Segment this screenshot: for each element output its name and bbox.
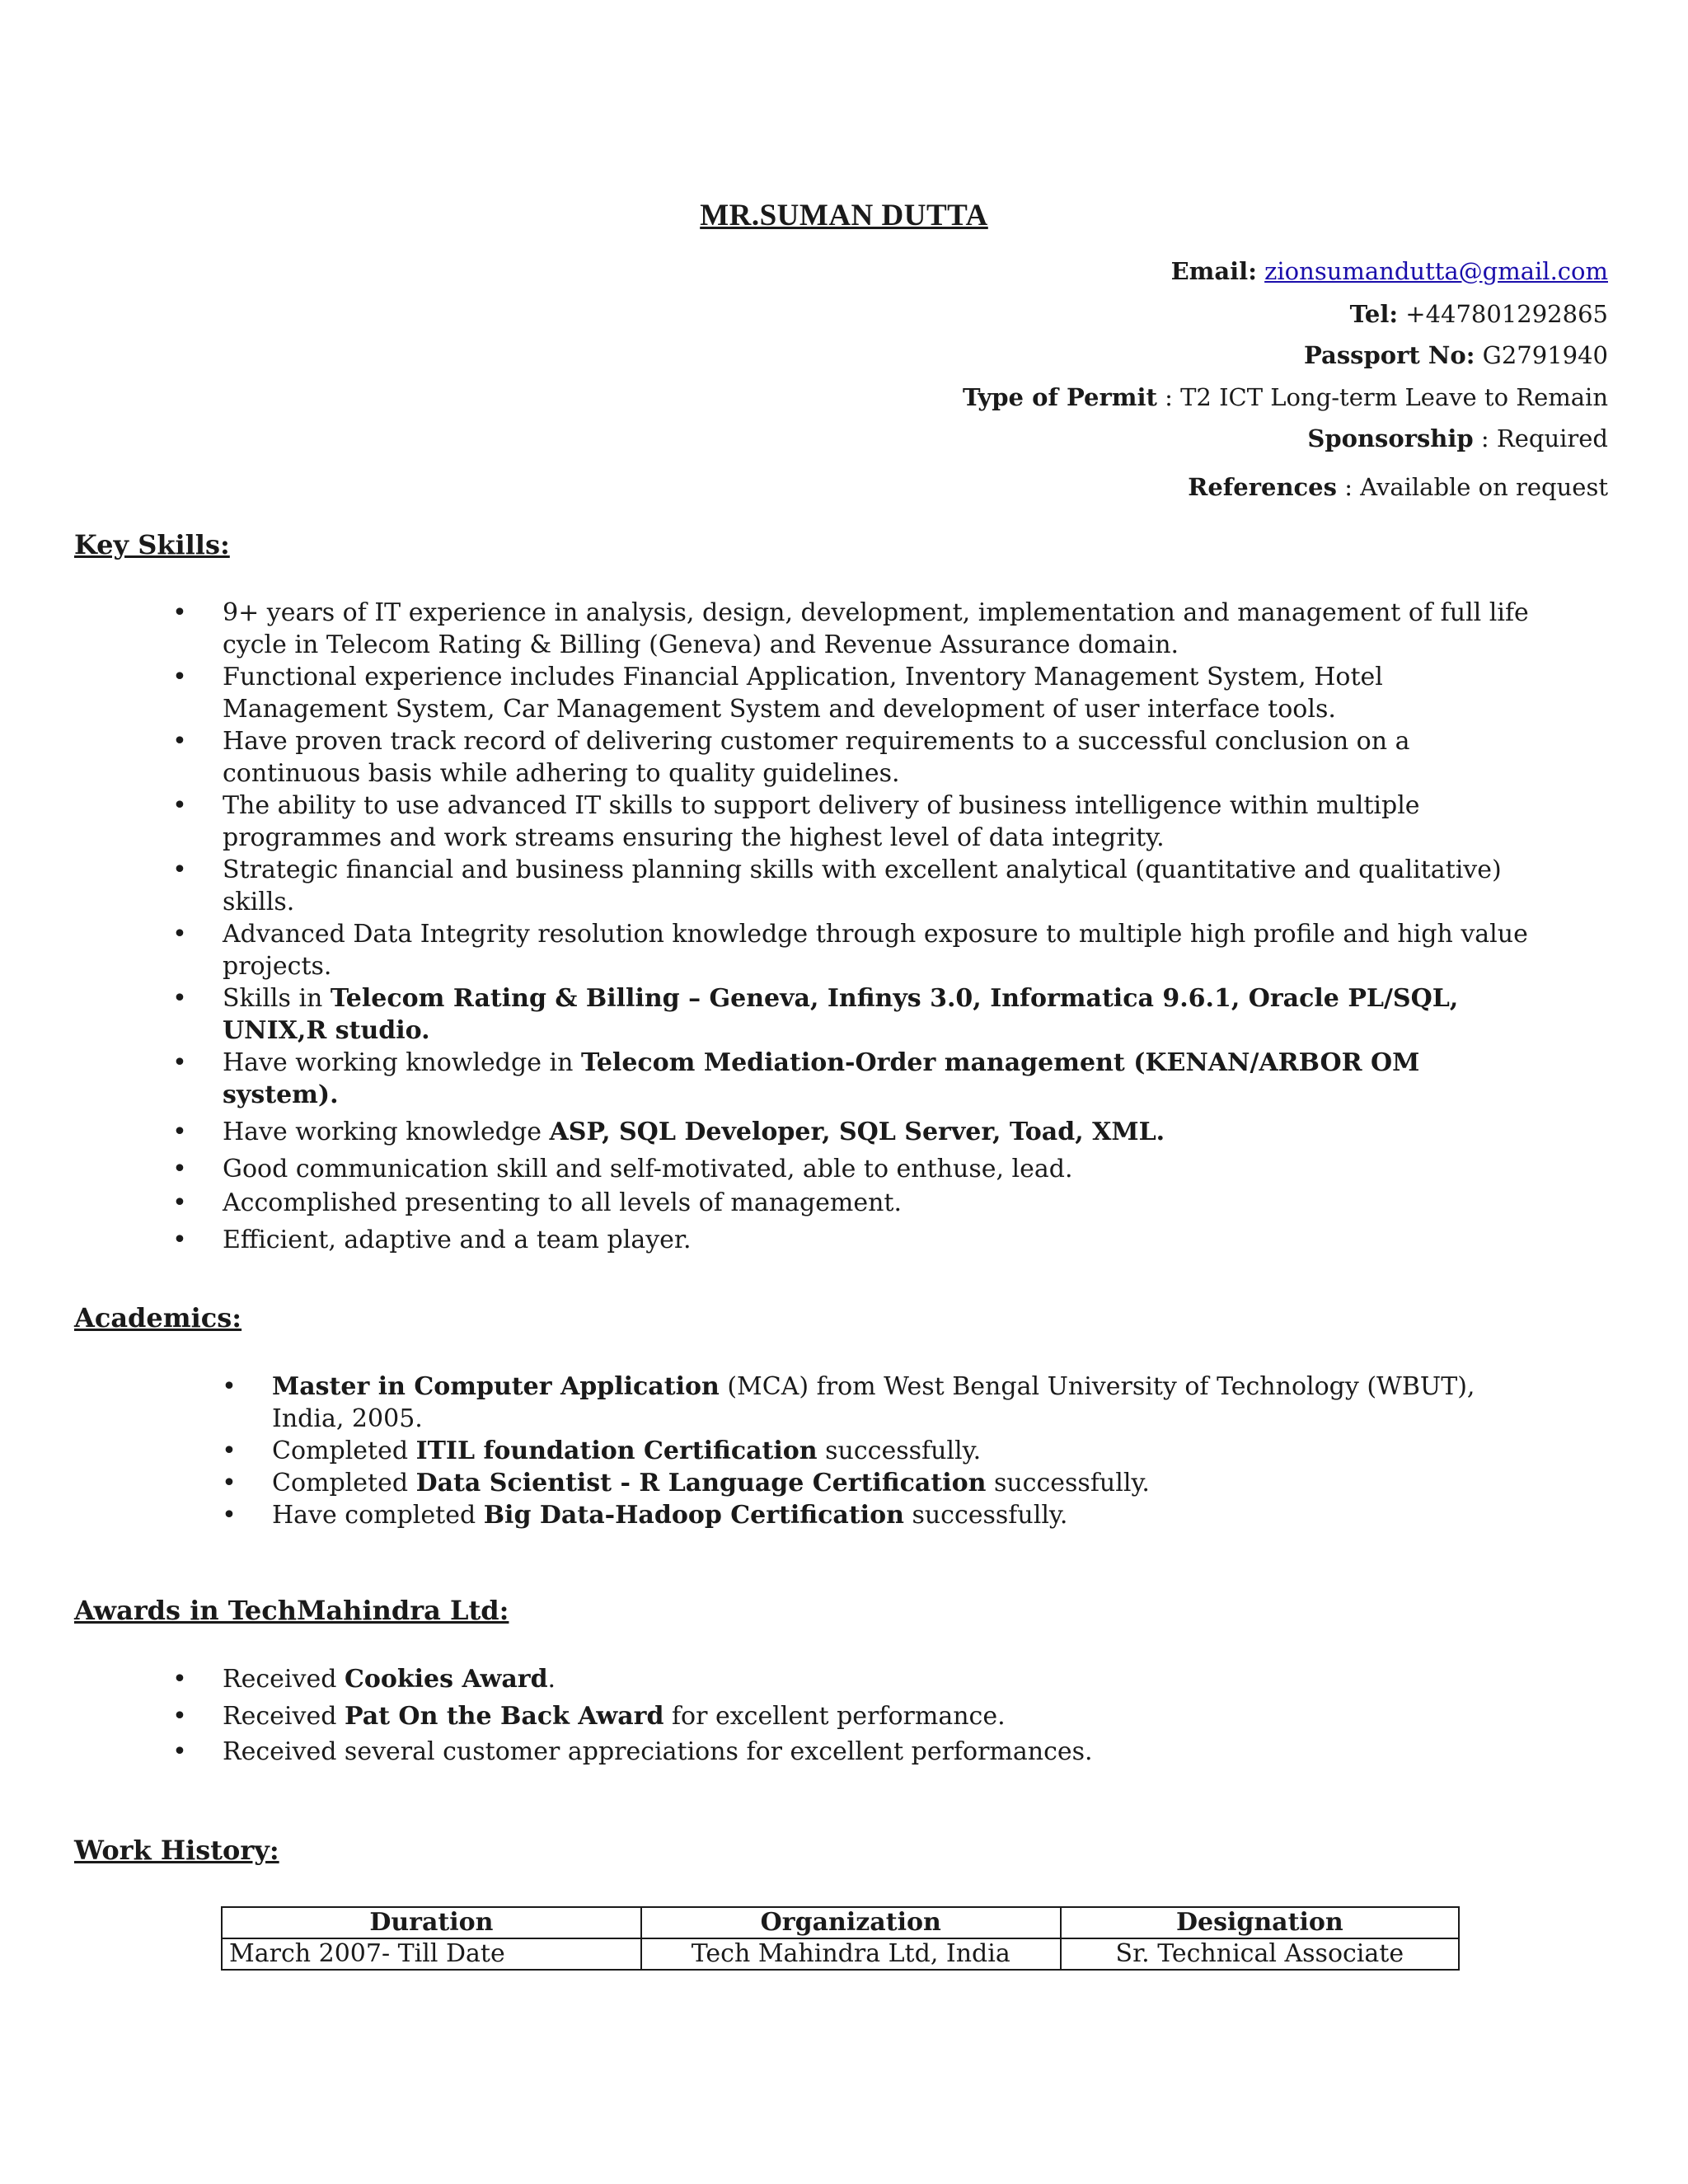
academics-heading: Academics: (74, 1302, 242, 1333)
bullet-icon: • (172, 1737, 187, 1766)
column-header-duration: Duration (222, 1907, 641, 1938)
bold-text: ITIL foundation Certification (415, 1436, 818, 1465)
contact-row (1304, 341, 1608, 369)
bullet-icon: • (222, 1436, 237, 1465)
item-text: Advanced Data Integrity resolution knowledge through exposure to multiple high profile and high value projects. (223, 920, 1528, 981)
list-item (222, 1499, 1541, 1531)
list-item (172, 1700, 1541, 1732)
awards-heading: Awards in TechMahindra Ltd: (74, 1595, 509, 1626)
list-item (172, 1224, 1541, 1256)
table-cell-duration: March 2007- Till Date (222, 1938, 641, 1970)
bullet-icon: • (172, 855, 187, 884)
list-item (172, 1663, 1541, 1695)
list-item (172, 725, 1541, 790)
list-item (172, 982, 1541, 1047)
contact-value: G2791940 (1482, 341, 1608, 369)
bold-text: Pat On the Back Award (344, 1702, 664, 1731)
item-text: 9+ years of IT experience in analysis, design, development, implementation and management of full life cycle in Telecom Rating & Billing (Geneva) and Revenue Assurance domain. (223, 598, 1529, 659)
bold-text: Telecom Mediation-Order management (KENAN/ARBOR OM system). (223, 1048, 1420, 1109)
contact-label: Email: (1170, 257, 1257, 285)
item-text: The ability to use advanced IT skills to support delivery of business intelligence within multiple programmes and work streams ensuring the highest level of data integrity. (223, 791, 1420, 852)
list-item (172, 1153, 1541, 1185)
contact-label: Sponsorship (1307, 424, 1474, 452)
table-cell-organization: Tech Mahindra Ltd, India (641, 1938, 1061, 1970)
key-skills-heading: Key Skills: (74, 529, 230, 560)
bold-text: Master in Computer Application (272, 1372, 720, 1401)
contact-row (1307, 424, 1608, 452)
item-text: (MCA) from West Bengal University of Technology (WBUT), India, 2005. (272, 1372, 1475, 1433)
bold-text: Telecom Rating & Billing – Geneva, Infinys 3.0, Informatica 9.6.1, Oracle PL/SQL, UNIX,R studio. (223, 984, 1459, 1045)
work-history-heading: Work History: (74, 1835, 279, 1866)
contact-value: : Required (1480, 424, 1608, 452)
item-text: Accomplished presenting to all levels of management. (223, 1188, 903, 1217)
item-text: Received (223, 1702, 345, 1731)
bullet-icon: • (172, 1702, 187, 1731)
bullet-icon: • (222, 1501, 237, 1530)
bullet-icon: • (222, 1469, 237, 1497)
column-header-designation: Designation (1061, 1907, 1459, 1938)
contact-value: +447801292865 (1405, 300, 1608, 328)
column-header-organization: Organization (641, 1907, 1061, 1938)
list-item (172, 597, 1541, 661)
work-history-table (221, 1906, 1460, 1971)
contact-value: : Available on request (1344, 473, 1608, 501)
bullet-icon: • (172, 920, 187, 949)
bold-text: Cookies Award (344, 1665, 548, 1694)
item-text: Completed (272, 1469, 416, 1497)
bullet-icon: • (172, 727, 187, 756)
item-text: . (547, 1665, 556, 1694)
item-text: Skills in (223, 984, 331, 1013)
candidate-name: MR.SUMAN DUTTA (700, 199, 988, 232)
bullet-icon: • (172, 984, 187, 1013)
key-skills-list (172, 597, 1541, 1256)
bullet-icon: • (172, 1118, 187, 1146)
bold-text: ASP, SQL Developer, SQL Server, Toad, XML. (549, 1118, 1165, 1146)
contact-label: Passport No: (1304, 341, 1475, 369)
list-item (222, 1435, 1541, 1467)
item-text: successfully. (986, 1469, 1150, 1497)
table-cell-designation: Sr. Technical Associate (1061, 1938, 1459, 1970)
contact-label: Tel: (1349, 300, 1399, 328)
item-text: Have working knowledge (223, 1118, 550, 1146)
contact-row (1350, 300, 1608, 328)
table-header-row (222, 1907, 1459, 1938)
contact-label: References (1188, 473, 1337, 501)
list-item (172, 1736, 1541, 1768)
item-text: Have working knowledge in (223, 1048, 581, 1077)
bold-text: Big Data-Hadoop Certification (483, 1501, 904, 1530)
item-text: successfully. (903, 1501, 1068, 1530)
item-text: Received several customer appreciations for excellent performances. (223, 1737, 1093, 1766)
item-text: successfully. (817, 1436, 982, 1465)
bullet-icon: • (172, 1188, 187, 1217)
contact-row (1188, 473, 1608, 501)
item-text: Functional experience includes Financial Application, Inventory Management System, Hotel Management System, Car Management System and development of user interface tools. (223, 663, 1383, 724)
item-text: for excellent performance. (663, 1702, 1006, 1731)
contact-row (1171, 257, 1608, 285)
list-item (172, 790, 1541, 854)
awards-list (172, 1663, 1541, 1768)
list-item (172, 854, 1541, 918)
item-text: Strategic financial and business planning skills with excellent analytical (quantitative and qualitative) skills. (223, 855, 1502, 916)
contact-row (963, 383, 1608, 411)
item-text: Have proven track record of delivering customer requirements to a successful conclusion on a continuous basis while adhering to quality guidelines. (223, 727, 1410, 788)
list-item (222, 1467, 1541, 1499)
bullet-icon: • (172, 1048, 187, 1077)
list-item (172, 661, 1541, 725)
bullet-icon: • (172, 1155, 187, 1183)
table-row (222, 1938, 1459, 1970)
list-item (222, 1371, 1541, 1435)
item-text: Completed (272, 1436, 416, 1465)
bullet-icon: • (172, 598, 187, 627)
list-item (172, 1187, 1541, 1219)
item-text: Received (223, 1665, 345, 1694)
item-text: Efficient, adaptive and a team player. (223, 1226, 692, 1254)
list-item (172, 1047, 1541, 1111)
academics-list (222, 1371, 1541, 1531)
bold-text: Data Scientist - R Language Certification (415, 1469, 987, 1497)
item-text: Good communication skill and self-motivated, able to enthuse, lead. (223, 1155, 1073, 1183)
list-item (172, 918, 1541, 982)
bullet-icon: • (172, 663, 187, 691)
bullet-icon: • (222, 1372, 237, 1401)
list-item (172, 1116, 1541, 1148)
email-link[interactable]: zionsumandutta@gmail.com (1264, 257, 1608, 285)
contact-label: Type of Permit (963, 383, 1157, 411)
bullet-icon: • (172, 791, 187, 820)
bullet-icon: • (172, 1665, 187, 1694)
contact-value: : T2 ICT Long-term Leave to Remain (1165, 383, 1608, 411)
bullet-icon: • (172, 1226, 187, 1254)
item-text: Have completed (272, 1501, 484, 1530)
